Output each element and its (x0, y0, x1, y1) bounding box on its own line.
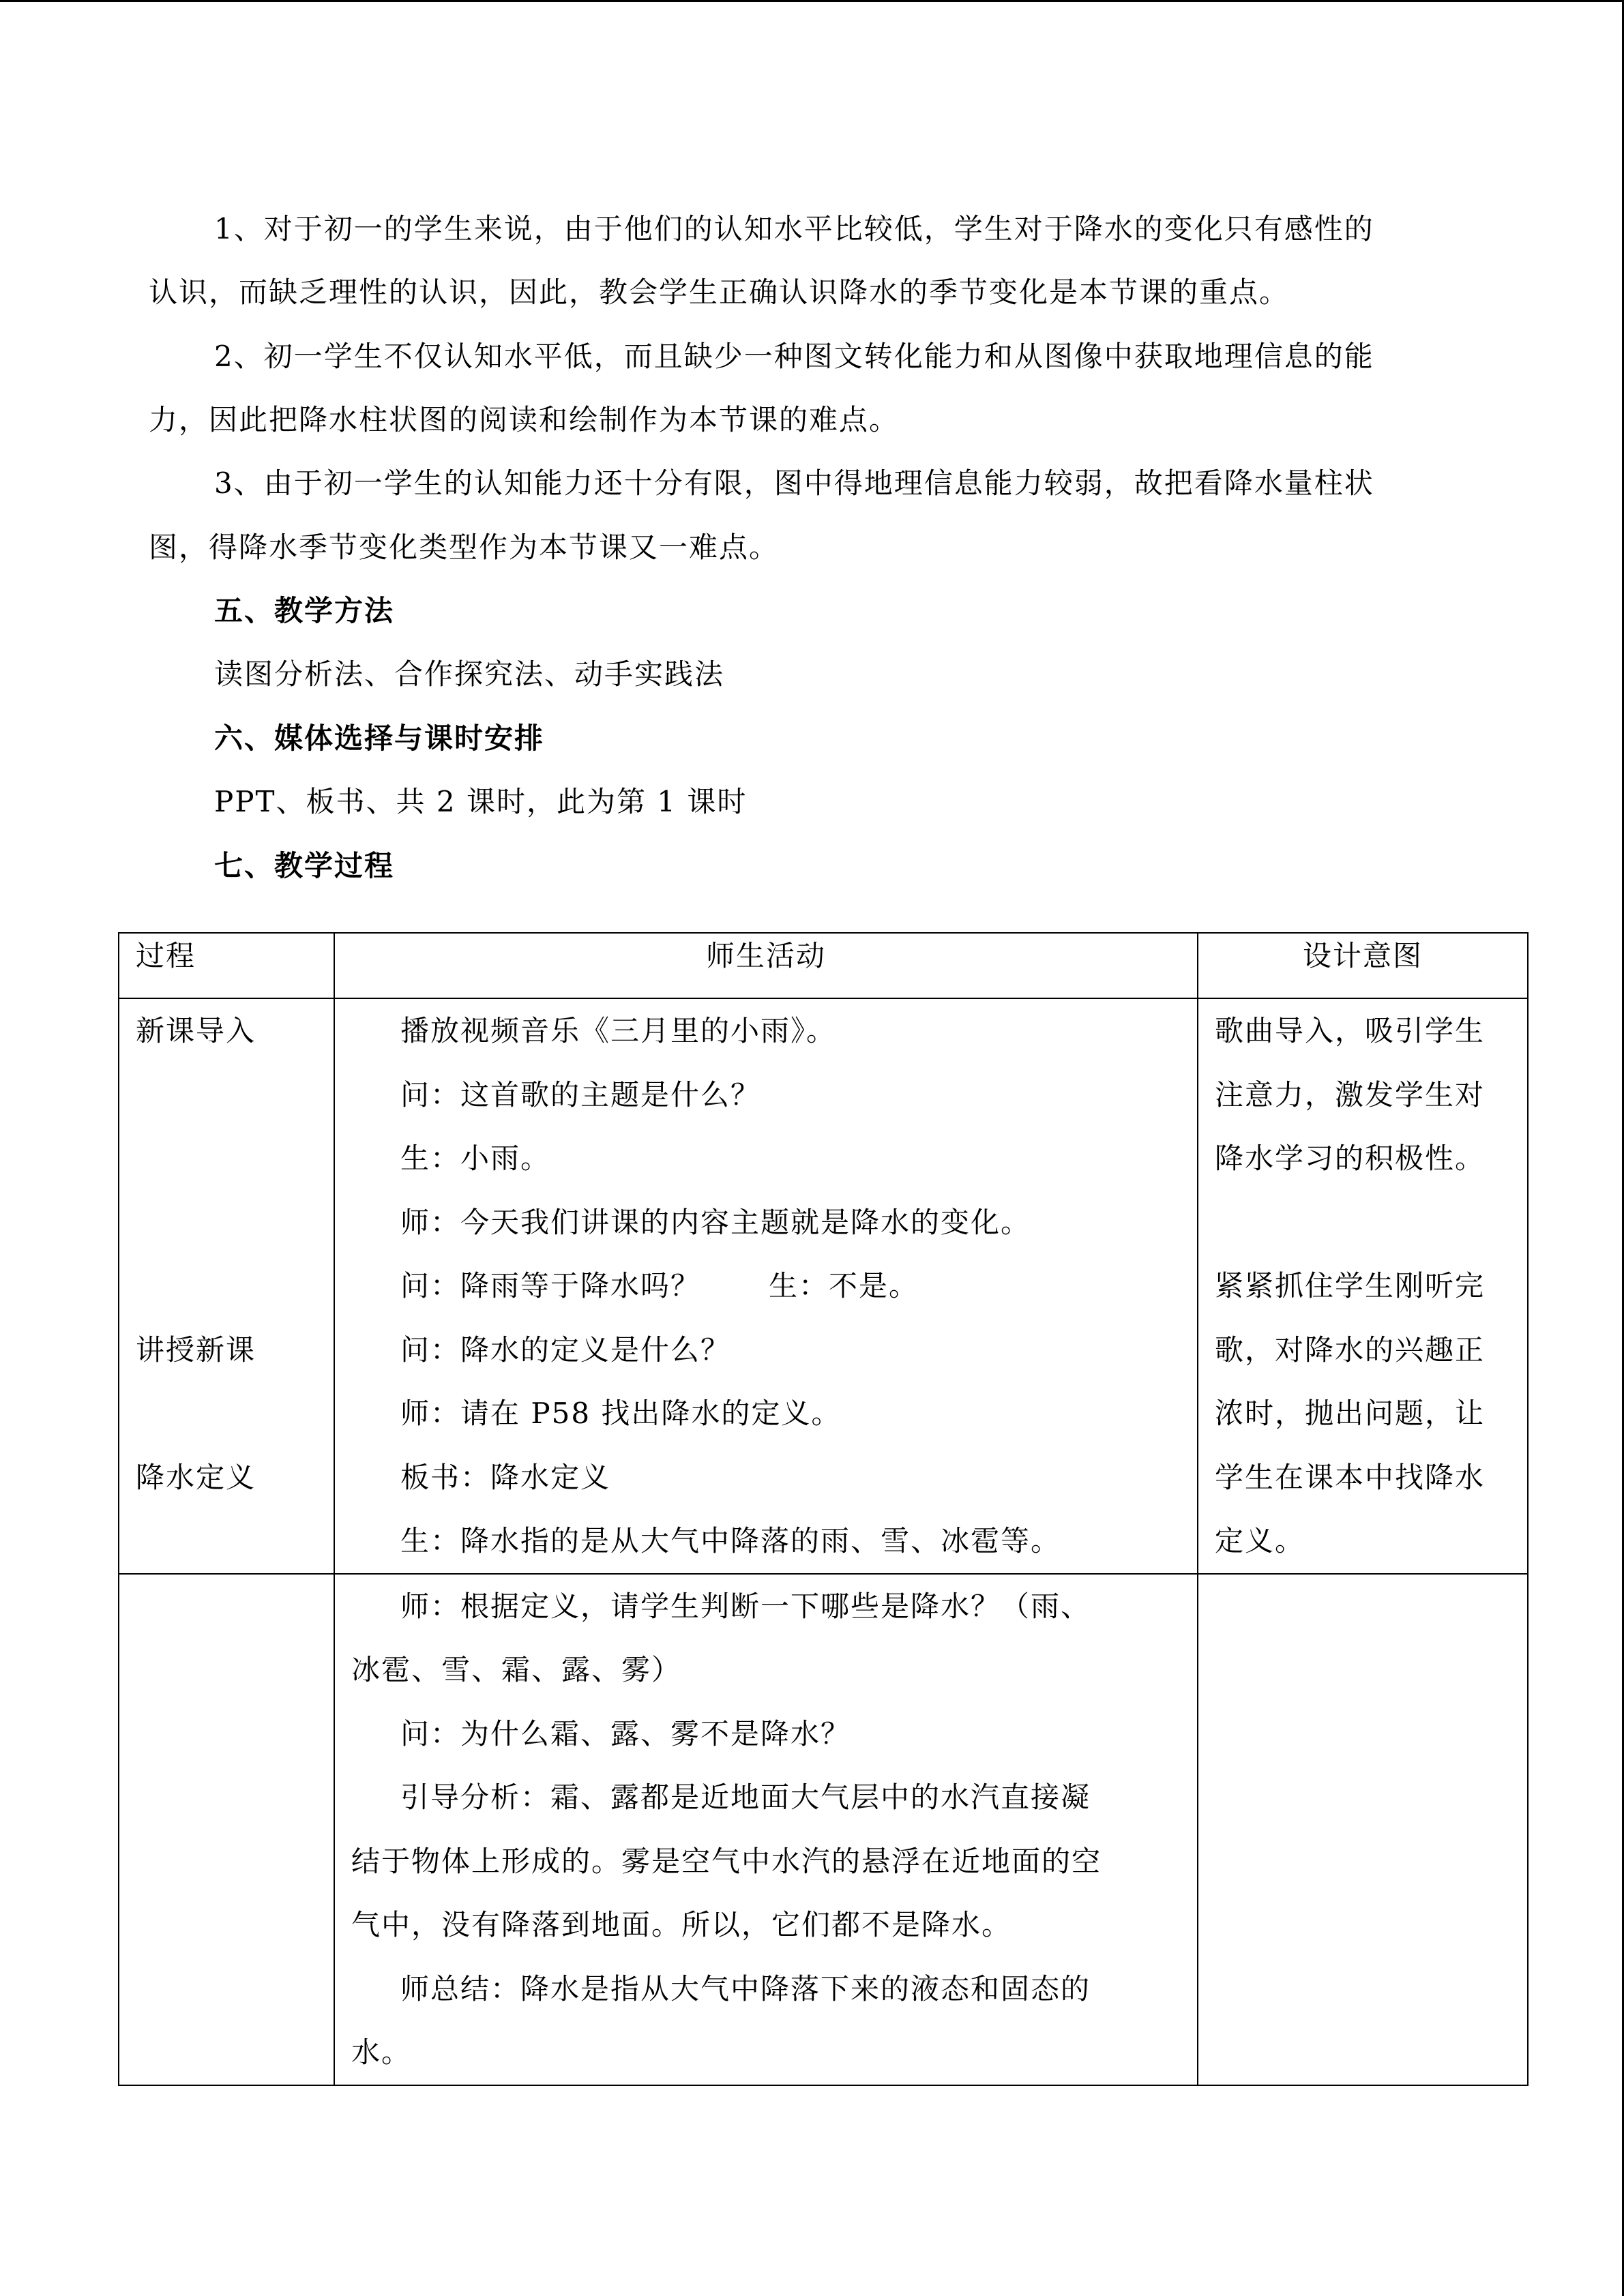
section-6-heading: 六、媒体选择与课时安排 (214, 721, 545, 755)
activity-line: 板书：降水定义 (400, 1460, 611, 1494)
intent-cell (1198, 998, 1528, 1574)
intent-cell-empty (1198, 1574, 1528, 2085)
process-label: 讲授新课 (136, 1332, 256, 1367)
section-6-body: PPT、板书、共 2 课时，此为第 1 课时 (214, 785, 748, 818)
table-row (119, 998, 1528, 1574)
activity-line: 师：请在 P58 找出降水的定义。 (400, 1397, 842, 1430)
activities-cell (334, 1574, 1198, 2085)
activities-cell (334, 998, 1198, 1574)
activity-line: 结于物体上形成的。雾是空气中水汽的悬浮在近地面的空 (351, 1844, 1102, 1878)
activity-line: 播放视频音乐《三月里的小雨》。 (400, 1014, 837, 1047)
activity-line: 引导分析：霜、露都是近地面大气层中的水汽直接凝 (400, 1780, 1091, 1814)
activity-line: 生：小雨。 (400, 1142, 551, 1175)
page-top-border (0, 0, 1624, 2)
intent-line: 降水学习的积极性。 (1215, 1142, 1486, 1175)
activity-line: 问：这首歌的主题是什么？ (400, 1077, 761, 1112)
activity-answer: 生：不是。 (769, 1269, 919, 1302)
intent-line: 歌曲导入，吸引学生 (1215, 1014, 1486, 1047)
paragraph-2-line-1: 2、初一学生不仅认知水平低，而且缺少一种图文转化能力和从图像中获取地理信息的能 (214, 340, 1374, 373)
activity-line: 问：为什么霜、露、雾不是降水？ (400, 1716, 851, 1750)
section-7-heading: 七、教学过程 (214, 849, 395, 882)
header-process: 过程 (119, 933, 334, 998)
section-5-heading: 五、教学方法 (214, 594, 395, 627)
process-label: 新课导入 (136, 1014, 256, 1047)
intent-line: 浓时，抛出问题，让 (1215, 1397, 1486, 1430)
activity-line: 师总结：降水是指从大气中降落下来的液态和固态的 (400, 1971, 1091, 2006)
activity-line: 水。 (351, 2036, 412, 2069)
activity-line: 师：今天我们讲课的内容主题就是降水的变化。 (400, 1205, 1031, 1239)
intent-line: 定义。 (1215, 1524, 1305, 1557)
intent-line: 紧紧抓住学生刚听完 (1215, 1269, 1486, 1302)
table-header-row (119, 933, 1528, 998)
activity-line: 问：降水的定义是什么？ (400, 1332, 731, 1367)
header-activities: 师生活动 (334, 933, 1198, 998)
section-5-body: 读图分析法、合作探究法、动手实践法 (214, 657, 725, 691)
activity-line: 师：根据定义，请学生判断一下哪些是降水？（雨、 (400, 1589, 1091, 1623)
activity-line: 生：降水指的是从大气中降落的雨、雪、冰雹等。 (400, 1524, 1061, 1557)
teaching-process-table (118, 932, 1529, 2086)
paragraph-1-line-1: 1、对于初一的学生来说，由于他们的认知水平比较低，学生对于降水的变化只有感性的 (214, 212, 1374, 245)
activity-line: 冰雹、雪、霜、露、雾） (351, 1653, 682, 1686)
activity-line (335, 1254, 1197, 1318)
paragraph-3-line-1: 3、由于初一学生的认知能力还十分有限，图中得地理信息能力较弱，故把看降水量柱状 (214, 466, 1374, 500)
activity-line: 气中，没有降落到地面。所以，它们都不是降水。 (351, 1908, 1012, 1941)
paragraph-3-line-2: 图，得降水季节变化类型作为本节课又一难点。 (149, 531, 780, 564)
header-intent: 设计意图 (1198, 933, 1528, 998)
activity-question: 问：降雨等于降水吗？ (400, 1269, 701, 1302)
table-row (119, 1574, 1528, 2085)
process-cell-empty (119, 1574, 334, 2085)
paragraph-2-line-2: 力，因此把降水柱状图的阅读和绘制作为本节课的难点。 (149, 403, 900, 436)
paragraph-1-line-2: 认识，而缺乏理性的认识，因此，教会学生正确认识降水的季节变化是本节课的重点。 (149, 275, 1290, 309)
intent-line: 学生在课本中找降水 (1215, 1460, 1486, 1494)
intent-line: 歌，对降水的兴趣正 (1215, 1332, 1486, 1367)
process-cell (119, 998, 334, 1574)
intent-line: 注意力，激发学生对 (1215, 1077, 1486, 1112)
process-label: 降水定义 (136, 1460, 256, 1494)
